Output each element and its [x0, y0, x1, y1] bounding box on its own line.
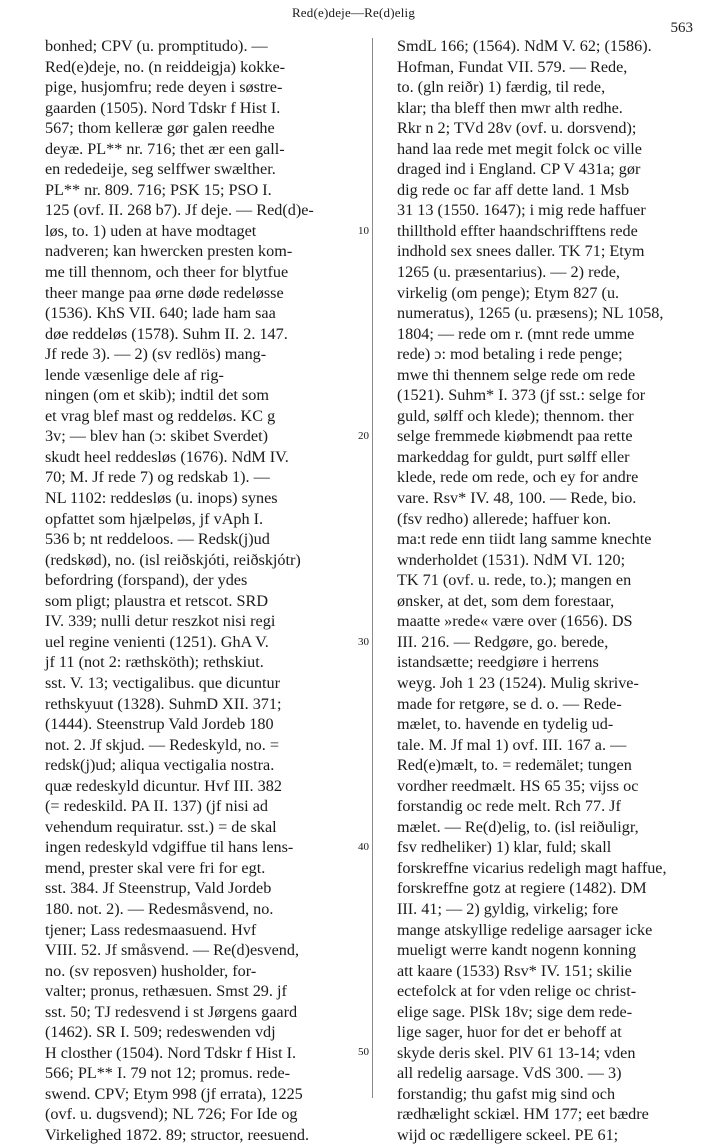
text-line: uel regine venienti (1251). GhA V.	[45, 632, 269, 651]
text-line: 1265 (u. præsentarius). — 2) rede,	[397, 263, 620, 282]
text-line: befordring (forspand), der ydes	[45, 571, 248, 590]
text-line: ma:t rede enn tiidt lang samme knechte	[397, 530, 652, 549]
text-line: not. 2. Jf skjud. — Redeskyld, no. =	[45, 735, 279, 754]
text-line: tjener; Lass redesmaasuend. Hvf	[45, 920, 257, 939]
page-number: 563	[670, 20, 693, 36]
left-column	[45, 36, 345, 1146]
text-line: forstandig; thu gafst mig sind och	[397, 1084, 616, 1103]
text-line: ingen redeskyld vdgiffue til hans lens-	[45, 838, 294, 857]
text-line: PL** nr. 809. 716; PSK 15; PSO I.	[45, 180, 272, 199]
text-line: swend. CPV; Etym 998 (jf errata), 1225	[45, 1084, 303, 1103]
text-line: mend, prester skal vere fri for egt.	[45, 858, 266, 877]
text-line: døe reddeløs (1578). Suhm II. 2. 147.	[45, 324, 288, 343]
text-line: maatte »rede« være over (1656). DS	[397, 612, 633, 631]
text-line: valter; pronus, rethæsuen. Smst 29. jf	[45, 982, 287, 1001]
text-line: en rededeije, seg selffwer swælther.	[45, 160, 276, 179]
text-line: wijd oc rædelligere sckeel. PE 61;	[397, 1125, 619, 1144]
text-line: me till thennom, och theer for blytfue	[45, 263, 289, 282]
text-line: jf 11 (not 2: ræthsköth); rethskiut.	[45, 653, 264, 672]
text-line: wnderholdet (1531). NdM VI. 120;	[397, 550, 626, 569]
text-line: Red(e)mælt, to. = redemälet; tungen	[397, 756, 632, 775]
text-line: 70; M. Jf rede 7) og redskab 1). —	[45, 468, 270, 487]
text-line: 536 b; nt reddeloos. — Redsk(j)ud	[45, 530, 270, 549]
text-line: 566; PL** I. 79 not 12; promus. rede-	[45, 1064, 291, 1083]
text-line: 1804; — rede om r. (mnt rede umme	[397, 324, 635, 343]
text-line: TK 71 (ovf. u. rede, to.); mangen en	[397, 571, 632, 590]
text-line: fsv redheliker) 1) klar, fuld; skall	[397, 838, 612, 857]
text-line: III. 216. — Redgøre, go. berede,	[397, 632, 609, 651]
text-line: III. 41; — 2) gyldig, virkelig; fore	[397, 899, 619, 918]
text-line: weyg. Joh 1 23 (1524). Mulig skrive-	[397, 673, 639, 692]
text-line: ningen (om et skib); indtil det som	[45, 386, 269, 405]
text-line: løs, to. 1) uden at have modtaget	[45, 221, 257, 240]
text-line: mwe thi thennem selge rede om rede	[397, 365, 636, 384]
text-line: rethskyuut (1328). SuhmD XII. 371;	[45, 694, 282, 713]
text-line: NL 1102: reddesløs (u. inops) synes	[45, 489, 278, 508]
text-line: klar; tha bleff then mwr alth redhe.	[397, 98, 623, 117]
text-line: IV. 339; nulli detur reszkot nisi regi	[45, 612, 276, 631]
text-line: istandsætte; reedgiøre i herrens	[397, 653, 599, 672]
text-line: indhold sex snees daller. TK 71; Etym	[397, 242, 645, 261]
text-line: mælet, to. havende en tydelig ud-	[397, 715, 614, 734]
text-line: tale. M. Jf mal 1) ovf. III. 167 a. —	[397, 735, 627, 754]
text-line: vordher reedmælt. HS 65 35; vijss oc	[397, 776, 639, 795]
text-line: lende væsenlige dele af rig-	[45, 365, 224, 384]
text-line: all redelig aarsage. VdS 300. — 3)	[397, 1064, 622, 1083]
text-line: Rkr n 2; TVd 28v (ovf. u. dorsvend);	[397, 119, 637, 138]
text-line: 125 (ovf. II. 268 b7). Jf deje. — Red(d)e-	[45, 201, 314, 220]
text-line: (redskød), no. (isl reiðskjóti, reiðskjótr)	[45, 550, 301, 569]
text-line: SmdL 166; (1564). NdM V. 62; (1586).	[397, 37, 652, 55]
text-line: 3v; — blev han (ɔ: skibet Sverdet)	[45, 427, 268, 446]
text-line: redsk(j)ud; aliqua vectigalia nostra.	[45, 756, 275, 775]
text-line: deyæ. PL** nr. 716; thet ær een gall-	[45, 139, 285, 158]
text-line: pige, husjomfru; rede deyen i søstre-	[45, 78, 283, 97]
text-line: forstandig oc rede melt. Rch 77. Jf	[397, 797, 621, 816]
text-line: mueligt werre kandt nogenn konning	[397, 941, 637, 960]
text-line: no. (sv reposven) husholder, for-	[45, 961, 257, 980]
text-line: Hofman, Fundat VII. 579. — Rede,	[397, 57, 628, 76]
text-line: forskreffne gotz at regiere (1482). DM	[397, 879, 647, 898]
text-line: numeratus), 1265 (u. præsens); NL 1058,	[397, 304, 664, 323]
text-line: (fsv redho) allerede; haffuer kon.	[397, 509, 612, 528]
text-line: sst. V. 13; vectigalibus. que dicuntur	[45, 673, 281, 692]
text-line: made for retgøre, se d. o. — Rede-	[397, 694, 622, 713]
text-line: som pligt; plaustra et retscot. SRD	[45, 591, 269, 610]
text-line: skudt heel reddesløs (1676). NdM IV.	[45, 447, 289, 466]
text-line: (ovf. u. dugsvend); NL 726; For Ide og	[45, 1105, 298, 1124]
text-line: virkelig (om penge); Etym 827 (u.	[397, 283, 620, 302]
text-line: (1536). KhS VII. 640; lade ham saa	[45, 304, 276, 323]
text-line: forskreffne vicarius redeligh magt haffue,	[397, 858, 667, 877]
text-line: gaarden (1505). Nord Tdskr f Hist I.	[45, 98, 281, 117]
text-line: 567; thom kelleræ gør galen reedhe	[45, 119, 275, 138]
text-line: Jf rede 3). — 2) (sv redlös) mang-	[45, 345, 267, 364]
text-line: draged ind i England. CP V 431a; gør	[397, 160, 641, 179]
text-line: ønsker, at det, som dem forestaar,	[397, 591, 615, 610]
text-line: sst. 50; TJ redesvend i st Jørgens gaard	[45, 1002, 298, 1021]
text-line: sst. 384. Jf Steenstrup, Vald Jordeb	[45, 879, 272, 898]
column-divider	[372, 38, 373, 1098]
text-line: et vrag blef mast og reddeløs. KC g	[45, 406, 276, 425]
text-line: klede, rede om rede, och ey for andre	[397, 468, 639, 487]
text-line: theer mange paa ørne døde redeløsse	[45, 283, 284, 302]
text-line: lige sager, huor for det er behoff at	[397, 1023, 622, 1042]
text-line: rædhælight sckiæl. HM 177; eet bædre	[397, 1105, 649, 1124]
text-line: skyde deris skel. PlV 61 13-14; vden	[397, 1043, 636, 1062]
text-line: (= redeskild. PA II. 137) (jf nisi ad	[45, 797, 268, 816]
line-number: 40	[358, 841, 369, 853]
running-head: Red(e)deje—Re(d)elig	[291, 5, 416, 20]
text-line: rede) ɔ: mod betaling i rede penge;	[397, 345, 623, 364]
text-line: mange atskyllige redelige aarsager icke	[397, 920, 653, 939]
text-line: (1521). Suhm* I. 373 (jf sst.: selge for	[397, 386, 646, 405]
text-line: elige sage. PlSk 18v; sige dem rede-	[397, 1002, 633, 1021]
line-number: 30	[358, 636, 369, 648]
text-line: vare. Rsv* IV. 48, 100. — Rede, bio.	[397, 489, 637, 508]
line-number: 20	[358, 430, 369, 442]
text-line: selge fremmede kiøbmendt paa rette	[397, 427, 633, 446]
text-line: H closther (1504). Nord Tdskr f Hist I.	[45, 1043, 297, 1062]
text-line: nadveren; kan hwercken presten kom-	[45, 242, 293, 261]
text-line: dig rede oc far aff dette land. 1 Msb	[397, 180, 630, 199]
text-line: 180. not. 2). — Redesmåsvend, no.	[45, 899, 274, 918]
text-line: guld, sølff och klede); thennom. ther	[397, 406, 634, 425]
text-line: markeddag for guldt, purt sølff eller	[397, 447, 630, 466]
text-line: Red(e)deje, no. (n reiddeigja) kokke-	[45, 57, 286, 76]
text-line: att kaare (1533) Rsv* IV. 151; skilie	[397, 961, 632, 980]
text-line: to. (gln reiðr) 1) færdig, til rede,	[397, 78, 606, 97]
text-line: quæ redeskyld dicuntur. Hvf III. 382	[45, 776, 282, 795]
text-line: thillthold effter haandschrifftens rede	[397, 221, 638, 240]
text-line: hand laa rede met megit folck oc ville	[397, 139, 642, 158]
right-column	[397, 36, 693, 1146]
text-line: bonhed; CPV (u. promptitudo). —	[45, 37, 268, 55]
line-number: 10	[358, 225, 369, 237]
text-line: 31 13 (1550. 1647); i mig rede haffuer	[397, 201, 646, 220]
text-line: ectefolck at for vden relige oc christ-	[397, 982, 637, 1001]
text-line: (1444). Steenstrup Vald Jordeb 180	[45, 715, 274, 734]
text-line: VIII. 52. Jf småsvend. — Re(d)esvend,	[45, 941, 299, 960]
line-number: 50	[358, 1046, 369, 1058]
text-line: opfattet som hjælpeløs, jf vAph I.	[45, 509, 264, 528]
text-line: Virkelighed 1872. 89; structor, reesuend.	[45, 1125, 310, 1144]
text-line: mælet. — Re(d)elig, to. (isl reiðuligr,	[397, 817, 639, 836]
text-line: (1462). SR I. 509; redeswenden vdj	[45, 1023, 276, 1042]
text-line: vehendum requiratur. sst.) = de skal	[45, 817, 277, 836]
